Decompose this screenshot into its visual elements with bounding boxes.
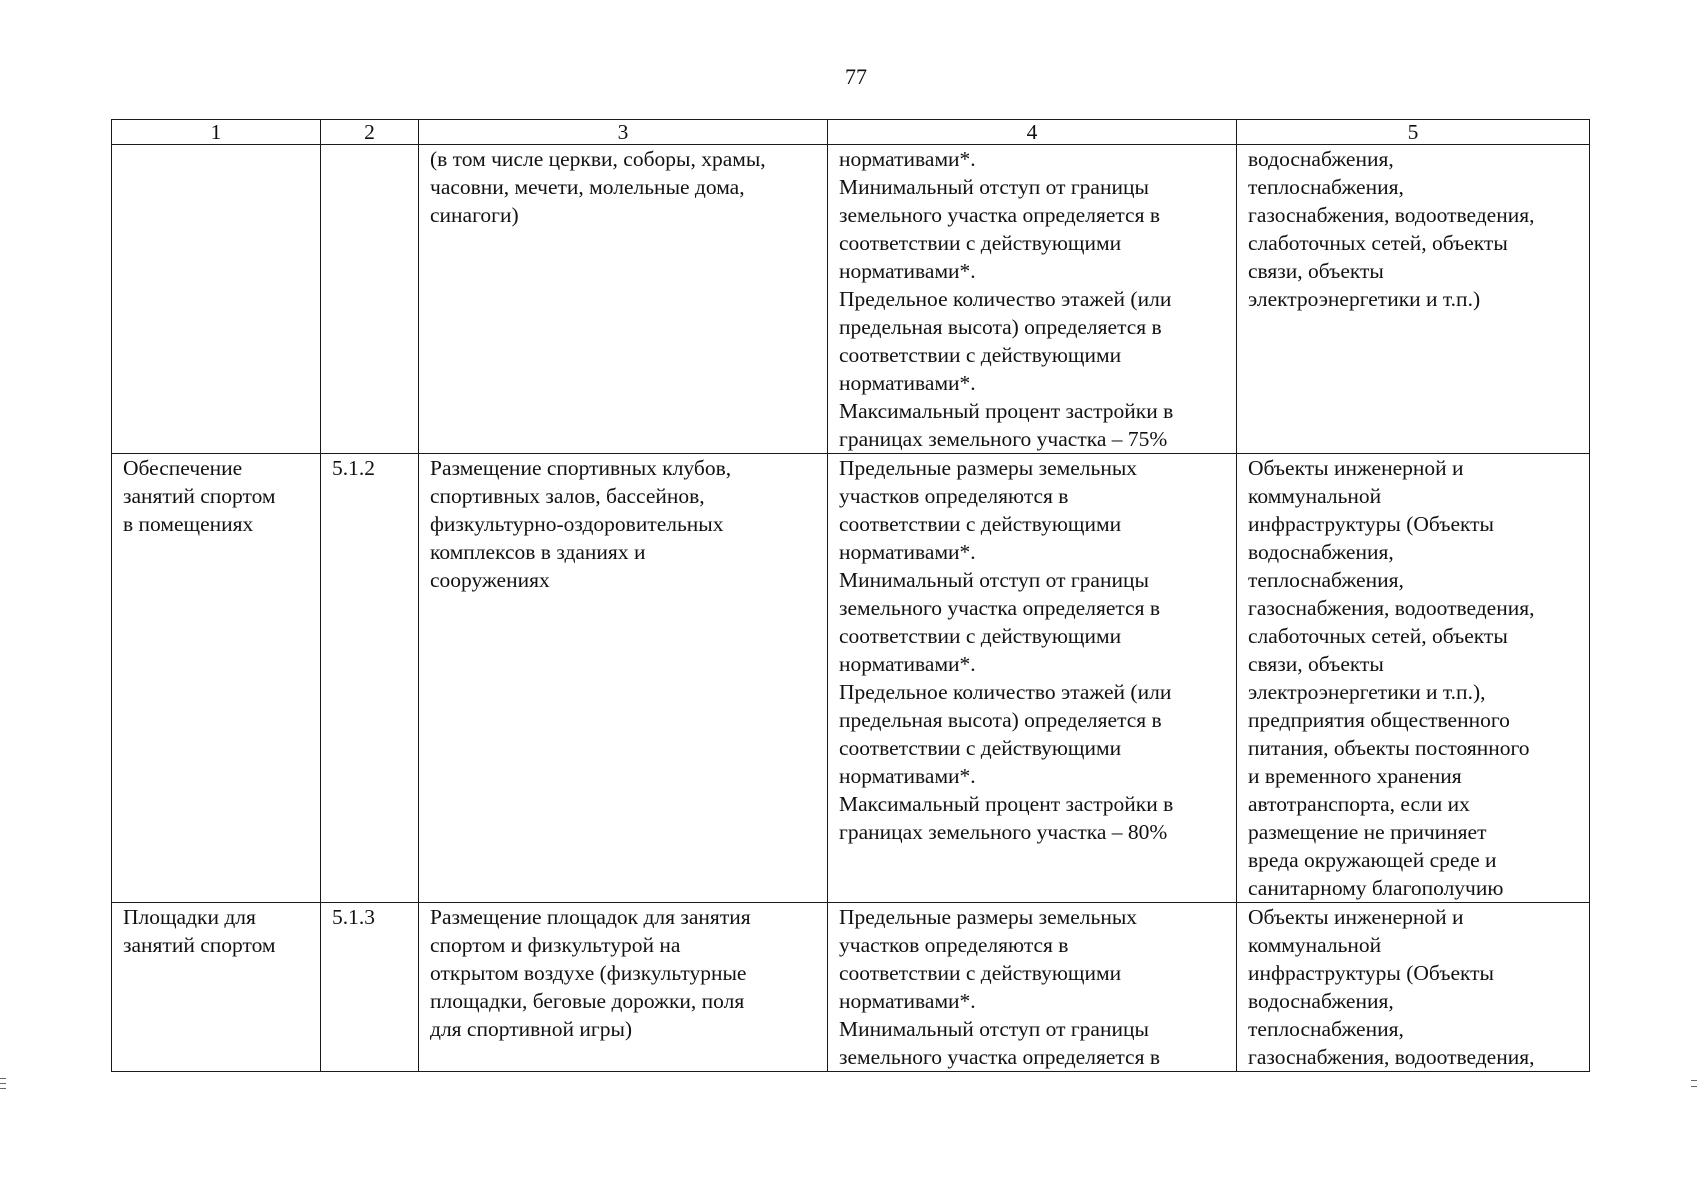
cell-use-code: 5.1.3 xyxy=(321,903,419,1072)
cell-use-name: Обеспечение занятий спортом в помещениях xyxy=(112,454,321,903)
page-number: 77 xyxy=(845,64,867,89)
cell-use-parameters: нормативами*. Минимальный отступ от границы земельного участка определяется в соответствии с действующими нормативами*. Предельное количество этажей (или предельная высота) определяется в соответствии с действующими нормативами*. Максимальный процент застройки в границах земельного участка – 75% xyxy=(828,145,1237,454)
cell-use-description: Размещение спортивных клубов, спортивных залов, бассейнов, физкультурно-оздоровительных комплексов в зданиях и сооружениях xyxy=(419,454,828,903)
table-row xyxy=(112,903,1590,1072)
column-header-2: 2 xyxy=(321,120,419,145)
column-header-3: 3 xyxy=(419,120,828,145)
cell-auxiliary-uses: водоснабжения, теплоснабжения, газоснабжения, водоотведения, слаботочных сетей, объекты связи, объекты электроэнергетики и т.п.) xyxy=(1237,145,1590,454)
cell-use-parameters: Предельные размеры земельных участков определяются в соответствии с действующими нормативами*. Минимальный отступ от границы земельного участка определяется в соответствии с действующими нормативами*. Предельное количество этажей (или предельная высота) определяется в соответствии с действующими нормативами*. Максимальный процент застройки в границах земельного участка – 80% xyxy=(828,454,1237,903)
column-header-5: 5 xyxy=(1237,120,1590,145)
table-header-row xyxy=(112,120,1590,145)
zoning-table xyxy=(111,119,1590,1072)
cell-use-name: Площадки для занятий спортом xyxy=(112,903,321,1072)
cell-use-description: Размещение площадок для занятия спортом и физкультурой на открытом воздухе (физкультурные площадки, беговые дорожки, поля для спортивной игры) xyxy=(419,903,828,1072)
column-header-1: 1 xyxy=(112,120,321,145)
column-header-4: 4 xyxy=(828,120,1237,145)
cell-use-description: (в том числе церкви, соборы, храмы, часовни, мечети, молельные дома, синагоги) xyxy=(419,145,828,454)
scan-edge-mark xyxy=(0,1088,6,1089)
cell-use-code: 5.1.2 xyxy=(321,454,419,903)
cell-auxiliary-uses: Объекты инженерной и коммунальной инфраструктуры (Объекты водоснабжения, теплоснабжения, газоснабжения, водоотведения, слаботочных сетей, объекты связи, объекты электроэнергетики и т.п.), предприятия общественного питания, объекты постоянного и временного хранения автотранспорта, если их размещение не причиняет вреда окружающей среде и санитарному благополучию xyxy=(1237,454,1590,903)
scan-edge-mark xyxy=(1691,1080,1697,1081)
cell-use-name xyxy=(112,145,321,454)
scan-edge-mark xyxy=(0,1078,6,1079)
scan-edge-mark xyxy=(1691,1086,1697,1087)
cell-use-parameters: Предельные размеры земельных участков определяются в соответствии с действующими нормативами*. Минимальный отступ от границы земельного участка определяется в xyxy=(828,903,1237,1072)
table-row xyxy=(112,454,1590,903)
table-row xyxy=(112,145,1590,454)
cell-auxiliary-uses: Объекты инженерной и коммунальной инфраструктуры (Объекты водоснабжения, теплоснабжения, газоснабжения, водоотведения, xyxy=(1237,903,1590,1072)
cell-use-code xyxy=(321,145,419,454)
scan-edge-mark xyxy=(0,1083,6,1084)
